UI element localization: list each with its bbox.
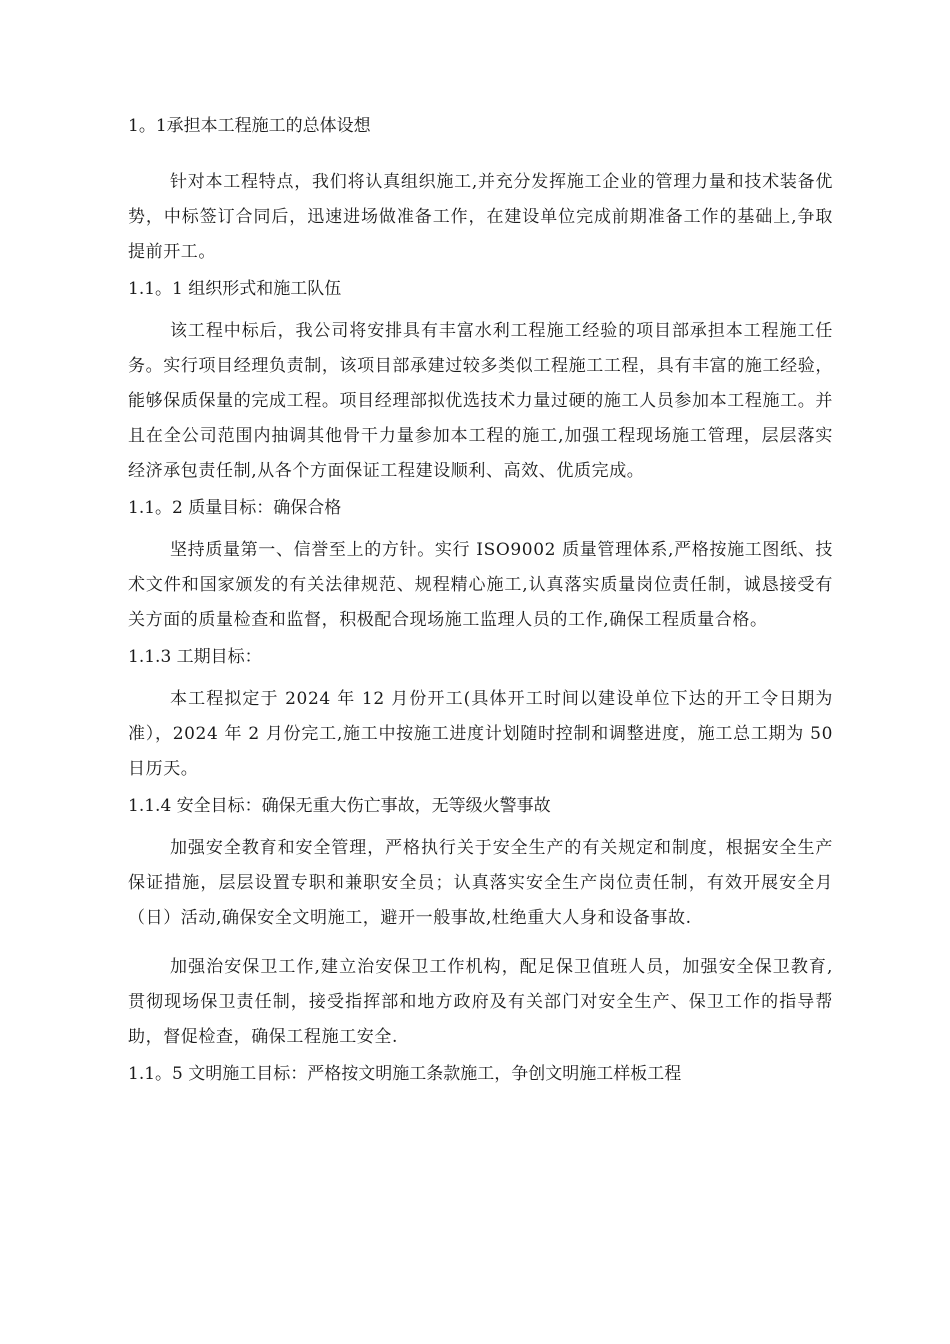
section-heading-civilized-construction: 1.1。5 文明施工目标：严格按文明施工条款施工，争创文明施工样板工程 bbox=[128, 1064, 682, 1084]
section-heading-organization: 1.1。1 组织形式和施工队伍 bbox=[128, 279, 342, 299]
section-heading-schedule: 1.1.3 工期目标： bbox=[128, 647, 262, 667]
section-paragraph: 加强治安保卫工作,建立治安保卫工作机构，配足保卫值班人员，加强安全保卫教育,贯彻现场保卫责任制，接受指挥部和地方政府及有关部门对安全生产、保卫工作的指导帮助，督促检查，确保工程施工安全. bbox=[128, 957, 833, 1047]
document-body bbox=[128, 113, 833, 1099]
intro-paragraph: 针对本工程特点，我们将认真组织施工,并充分发挥施工企业的管理力量和技术装备优势，中标签订合同后，迅速进场做准备工作，在建设单位完成前期准备工作的基础上,争取提前开工。 bbox=[128, 172, 833, 262]
section-paragraph: 本工程拟定于 2024 年 12 月份开工(具体开工时间以建设单位下达的开工令日期为准），2024 年 2 月份完工,施工中按施工进度计划随时控制和调整进度，施工总工期为 50 日历天。 bbox=[128, 689, 833, 779]
section-paragraph: 坚持质量第一、信誉至上的方针。实行 ISO9002 质量管理体系,严格按施工图纸、技术文件和国家颁发的有关法律规范、规程精心施工,认真落实质量岗位责任制，诚恳接受有关方面的质量检查和监督，积极配合现场施工监理人员的工作,确保工程质量合格。 bbox=[128, 540, 833, 630]
section-heading-quality: 1.1。2 质量目标：确保合格 bbox=[128, 498, 342, 518]
spacer bbox=[128, 936, 833, 950]
document-title: 1。1承担本工程施工的总体设想 bbox=[128, 116, 371, 136]
section-paragraph: 加强安全教育和安全管理，严格执行关于安全生产的有关规定和制度，根据安全生产保证措施，层层设置专职和兼职安全员；认真落实安全生产岗位责任制，有效开展安全月（日）活动,确保安全文明施工，避开一般事故,杜绝重大人身和设备事故. bbox=[128, 838, 833, 928]
section-heading-safety: 1.1.4 安全目标：确保无重大伤亡事故，无等级火警事故 bbox=[128, 796, 551, 816]
section-paragraph: 该工程中标后，我公司将安排具有丰富水利工程施工经验的项目部承担本工程施工任务。实行项目经理负责制，该项目部承建过较多类似工程施工工程，具有丰富的施工经验，能够保质保量的完成工程。项目经理部拟优选技术力量过硬的施工人员参加本工程施工。并且在全公司范围内抽调其他骨干力量参加本工程的施工,加强工程现场施工管理，层层落实经济承包责任制,从各个方面保证工程建设顺利、高效、优质完成。 bbox=[128, 321, 833, 481]
